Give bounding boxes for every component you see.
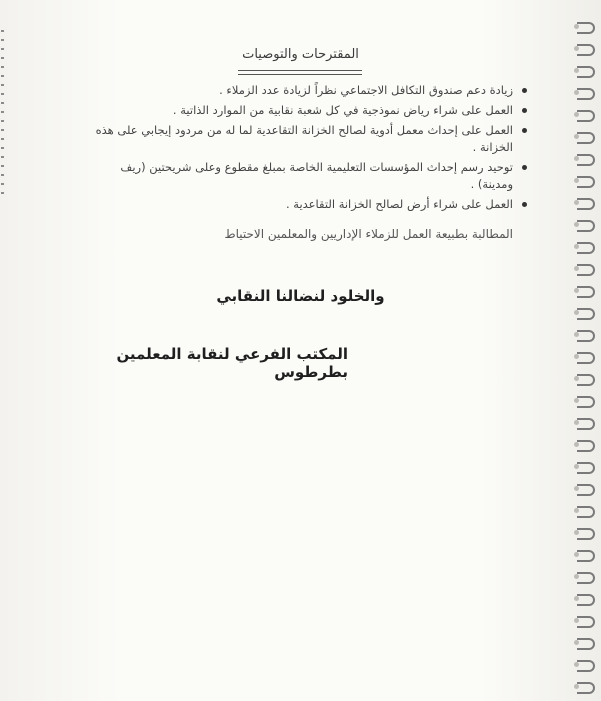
bullet-icon (522, 165, 527, 170)
binding-hole (574, 684, 579, 689)
list-item (87, 102, 527, 119)
list-item (87, 82, 527, 99)
spiral-binding (573, 0, 601, 701)
list-item (87, 159, 527, 193)
binding-hole (574, 90, 579, 95)
bullet-icon (522, 128, 527, 133)
edge-mark (1, 102, 4, 104)
binding-hole (574, 178, 579, 183)
binding-ring (577, 330, 595, 342)
binding-ring (577, 528, 595, 540)
edge-mark (1, 84, 4, 86)
edge-mark (1, 147, 4, 149)
binding-hole (574, 354, 579, 359)
recommendation-text: زيادة دعم صندوق التكافل الاجتماعي نظراً لزيادة عدد الزملاء . (219, 83, 513, 97)
bullet-icon (522, 88, 527, 93)
title-underline (238, 74, 362, 75)
binding-hole (574, 376, 579, 381)
binding-ring (577, 264, 595, 276)
binding-ring (577, 154, 595, 166)
recommendation-text: العمل على شراء أرض لصالح الخزانة التقاعدية . (285, 197, 513, 211)
recommendation-text: توحيد رسم إحداث المؤسسات التعليمية الخاصة بمبلغ مقطوع وعلى شريحتين (ريف ومدينة) . (120, 160, 513, 191)
binding-hole (574, 222, 579, 227)
binding-hole (574, 574, 579, 579)
binding-hole (574, 68, 579, 73)
binding-ring (577, 594, 595, 606)
list-item (87, 122, 527, 156)
binding-hole (574, 156, 579, 161)
list-item (87, 196, 527, 213)
bullet-icon (522, 108, 527, 113)
binding-hole (574, 112, 579, 117)
binding-ring (577, 132, 595, 144)
binding-ring (577, 440, 595, 452)
binding-ring (577, 374, 595, 386)
binding-hole (574, 24, 579, 29)
edge-mark (1, 66, 4, 68)
binding-ring (577, 418, 595, 430)
binding-hole (574, 200, 579, 205)
binding-hole (574, 442, 579, 447)
edge-mark (1, 165, 4, 167)
recommendation-text: العمل على إحداث معمل أدوية لصالح الخزانة التقاعدية لما له من مردود إيجابي على هذه الخزانة . (95, 123, 513, 154)
binding-ring (577, 176, 595, 188)
binding-ring (577, 638, 595, 650)
binding-hole (574, 464, 579, 469)
edge-mark (1, 129, 4, 131)
binding-ring (577, 220, 595, 232)
edge-mark (1, 183, 4, 185)
signature: المكتب الفرعي لنقابة المعلمين بطرطوس (116, 345, 348, 381)
binding-ring (577, 572, 595, 584)
edge-mark (1, 120, 4, 122)
demand-line: المطالبة بطبيعة العمل للزملاء الإداريين والمعلمين الاحتياط (224, 227, 513, 241)
binding-hole (574, 640, 579, 645)
binding-hole (574, 552, 579, 557)
binding-hole (574, 420, 579, 425)
binding-hole (574, 266, 579, 271)
binding-hole (574, 618, 579, 623)
edge-mark (1, 174, 4, 176)
binding-ring (577, 682, 595, 694)
binding-hole (574, 662, 579, 667)
binding-hole (574, 134, 579, 139)
bullet-icon (522, 202, 527, 207)
binding-ring (577, 242, 595, 254)
binding-ring (577, 110, 595, 122)
binding-ring (577, 462, 595, 474)
binding-hole (574, 310, 579, 315)
document-title: المقترحات والتوصيات (242, 47, 359, 62)
binding-hole (574, 530, 579, 535)
binding-ring (577, 660, 595, 672)
edge-mark (1, 111, 4, 113)
binding-hole (574, 508, 579, 513)
edge-mark (1, 138, 4, 140)
binding-ring (577, 396, 595, 408)
binding-ring (577, 198, 595, 210)
binding-ring (577, 22, 595, 34)
binding-ring (577, 550, 595, 562)
binding-hole (574, 486, 579, 491)
binding-hole (574, 398, 579, 403)
binding-ring (577, 88, 595, 100)
recommendation-text: العمل على شراء رياض نموذجية في كل شعبة نقابية من الموارد الذاتية . (172, 103, 513, 117)
edge-mark (1, 156, 4, 158)
binding-ring (577, 308, 595, 320)
slogan: والخلود لنضالنا النقابي (216, 287, 385, 305)
edge-mark (1, 192, 4, 194)
binding-ring (577, 66, 595, 78)
binding-ring (577, 352, 595, 364)
edge-mark (1, 93, 4, 95)
binding-hole (574, 332, 579, 337)
binding-ring (577, 616, 595, 628)
binding-ring (577, 506, 595, 518)
edge-mark (1, 30, 4, 32)
recommendations-list (87, 82, 527, 216)
binding-ring (577, 484, 595, 496)
edge-mark (1, 75, 4, 77)
edge-mark (1, 39, 4, 41)
left-edge-marks (0, 0, 6, 701)
binding-hole (574, 596, 579, 601)
binding-hole (574, 244, 579, 249)
title-underline (238, 70, 362, 71)
